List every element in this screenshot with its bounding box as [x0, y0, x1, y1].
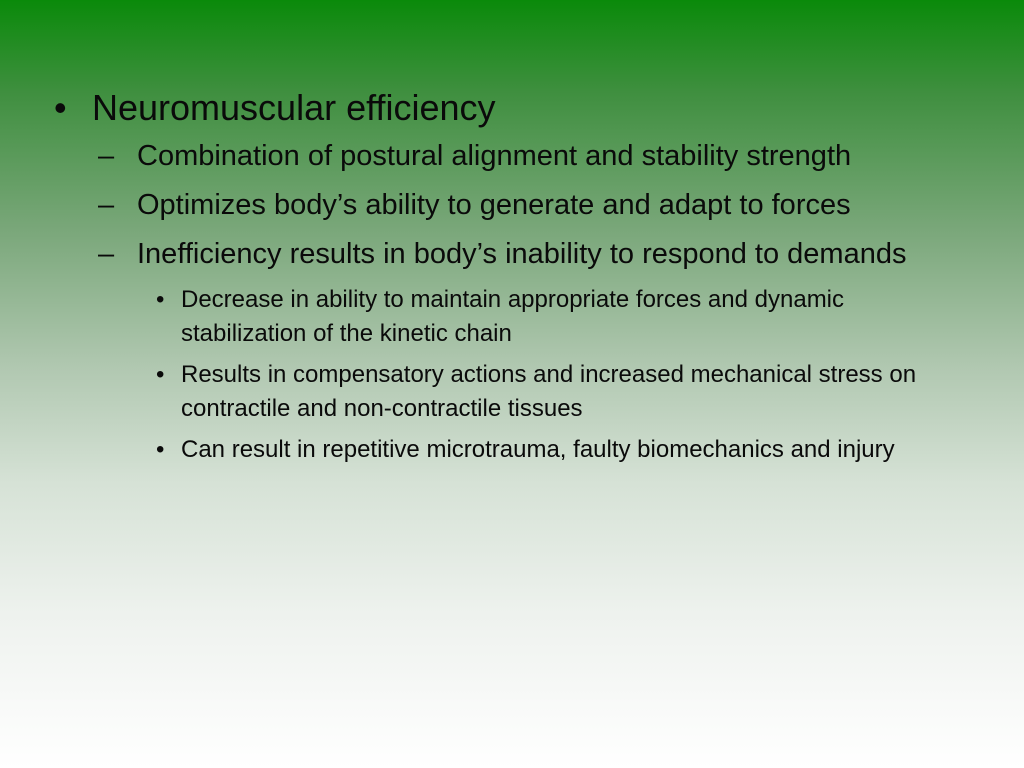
dash-marker: – [98, 140, 115, 172]
bullet-text: Inefficiency results in body’s inability to respond to demands [137, 238, 907, 270]
bullet-level-3 [156, 358, 961, 426]
bullet-text: Combination of postural alignment and stability strength [137, 140, 852, 172]
bullet-marker: • [156, 286, 165, 313]
bullet-level-3 [156, 283, 961, 351]
bullet-marker: • [156, 436, 165, 463]
bullet-marker: • [54, 87, 67, 128]
bullet-marker: • [156, 361, 165, 388]
bullet-level-3 [156, 433, 961, 467]
bullet-level-1 [54, 86, 974, 130]
bullet-text: Optimizes body’s ability to generate and adapt to forces [137, 189, 851, 221]
slide-content [54, 86, 974, 474]
bullet-level-2 [98, 185, 974, 226]
bullet-text: Can result in repetitive microtrauma, faulty biomechanics and injury [181, 436, 895, 463]
bullet-text: Results in compensatory actions and increased mechanical stress on contractile and non-contractile tissues [181, 361, 917, 422]
bullet-level-2 [98, 136, 974, 177]
bullet-text: Decrease in ability to maintain appropriate forces and dynamic stabilization of the kinetic chain [181, 286, 845, 347]
bullet-text: Neuromuscular efficiency [92, 87, 496, 128]
dash-marker: – [98, 189, 115, 221]
dash-marker: – [98, 238, 115, 270]
bullet-level-2 [98, 234, 974, 275]
